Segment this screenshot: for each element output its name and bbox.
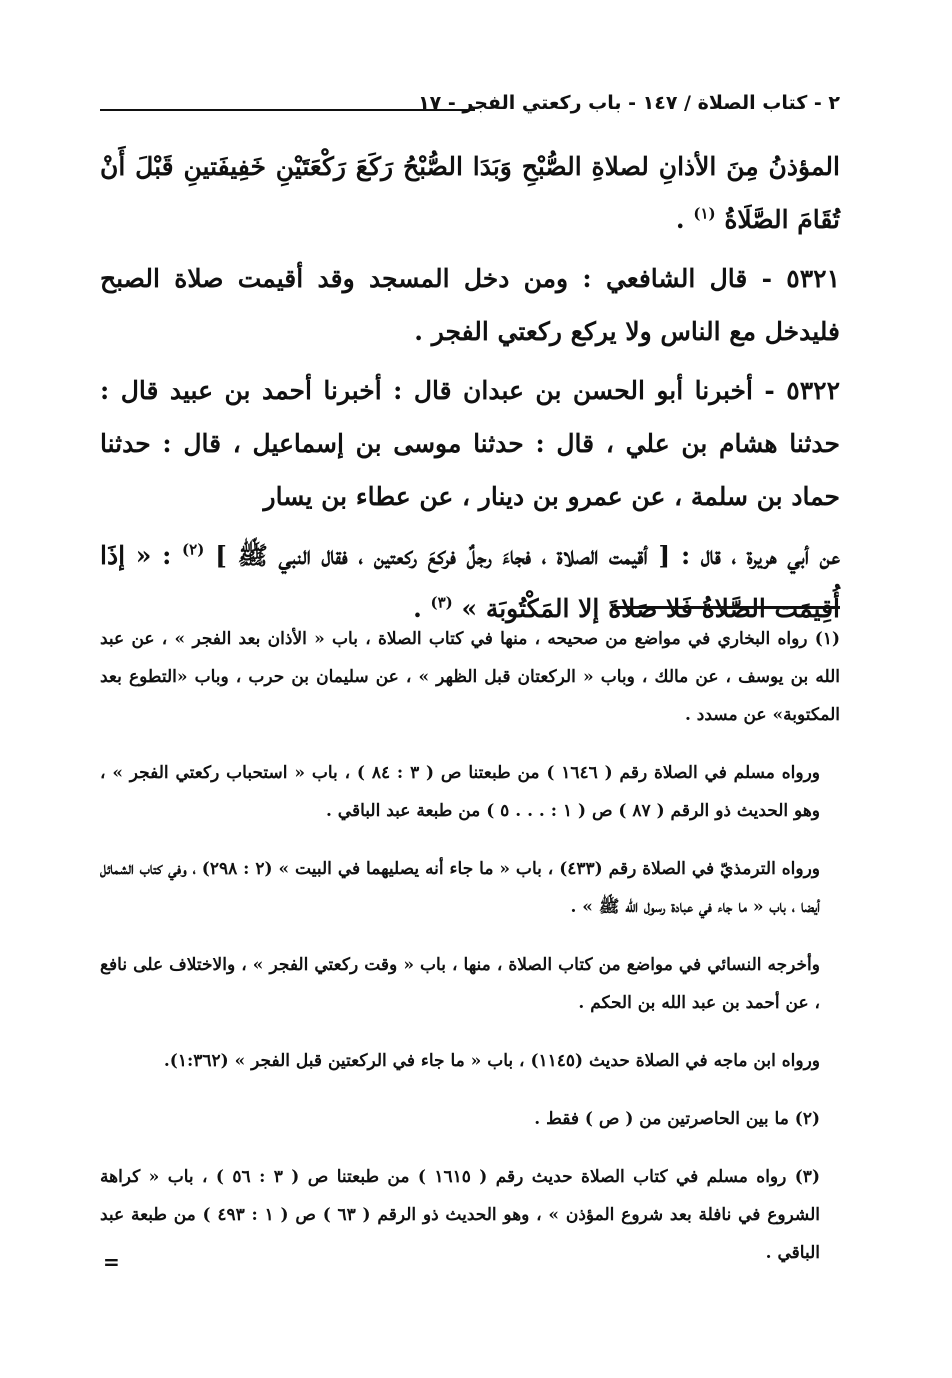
footnote-1-muslim: ورواه مسلم في الصلاة رقم ( ١٦٤٦ ) من طبعتنا ص ( ٣ : ٨٤ ) ، باب « استحباب ركعتي الفجر » ، وهو الحديث ذو الرقم ( ٨٧ ) ص ( ١ : . . . ٥ ) من طبعة عبد الباقي . (100, 763, 820, 821)
footnote-1-nasai: وأخرجه النسائي في مواضع من كتاب الصلاة ، منها ، باب « وقت ركعتي الفجر » ، والاختلاف على نافع ، عن أحمد بن عبد الله بن الحكم . (100, 955, 820, 1013)
footnote-ref: (٣) (430, 593, 453, 612)
paragraph-text: ٥٣٢١ - قال الشافعي : ومن دخل المسجد وقد أقيمت صلاة الصبح فليدخل مع الناس ولا يركع ركعتي الفجر . (100, 264, 840, 346)
footnote-divider (612, 606, 840, 609)
paragraph-hadith-text (100, 140, 840, 246)
running-header (100, 88, 840, 118)
paragraph-text: ٥٣٢٢ - أخبرنا أبو الحسن بن عبدان قال : أخبرنا أحمد بن عبيد قال : حدثنا هشام بن علي ، قال : حدثنا موسى بن إسماعيل ، قال : حدثنا حماد بن سلمة ، عن عمرو بن دينار ، عن عطاء بن يسار (100, 376, 840, 511)
footnote-ref: (٢) (182, 540, 205, 559)
paragraph-text: عن أبي هريرة ، قال : [ أقيمت الصلاة ، فجاءَ رجلٌ فركعَ ركعتين ، فقال النبي ﷺ ] (215, 541, 840, 570)
footnote-2: (٢) ما بين الحاصرتين من ( ص ) فقط . (534, 1109, 820, 1129)
footnotes (100, 620, 840, 1292)
footnote-1: (١) رواه البخاري في مواضع من صحيحه ، منها في كتاب الصلاة ، باب « الأذان بعد الفجر » ، عن عبد الله بن يوسف ، عن مالك ، وباب « الركعتان قبل الظهر » ، عن سليمان بن حرب ، وباب «التطوع بعد المكتوبة» عن مسدد . (100, 629, 841, 725)
footnote-ref: (١) (693, 204, 716, 223)
paragraph-text-continued: : « إذَا أُقِيمَت الصَّلاةُ فَلا صَلاةَ إلا المَكْتُوبَة » (100, 541, 840, 623)
paragraph-5321 (100, 252, 840, 358)
footnote-1-tirmidhi: ورواه الترمذيّ في الصلاة رقم (٤٣٣) ، باب « ما جاء أنه يصليهما في البيت » (٢ : ٢٩٨) ، وفي كتاب الشمائل أيضا ، باب « ما جاء في عبادة رسول الله ﷺ » . (100, 859, 820, 917)
paragraph-5322 (100, 364, 840, 523)
running-title: ٢ - كتاب الصلاة / ١٤٧ - باب ركعتي الفجر - ١٧ (418, 92, 840, 114)
paragraph-text: المؤذنُ مِنَ الأذانِ لصلاةِ الصُّبْحِ وَبَدَا الصُّبْحُ رَكَعَ رَكْعَتَيْنِ خَفِيفَتينِ قَبْلَ أَنْ تُقَامَ الصَّلَاةُ (100, 152, 840, 234)
footnote-3: (٣) رواه مسلم في كتاب الصلاة حديث رقم ( ١٦١٥ ) من طبعتنا ص ( ٣ : ٥٦ ) ، باب « كراهة الشروع في نافلة بعد شروع المؤذن » ، وهو الحديث ذو الرقم ( ٦٣ ) ص ( ١ : ٤٩٣ ) من طبعة عبد الباقي . (100, 1167, 820, 1263)
paragraph-tail: . (413, 594, 431, 623)
paragraph-tail: . (675, 205, 694, 234)
footnote-1-ibn-majah: ورواه ابن ماجه في الصلاة حديث (١١٤٥) ، باب « ما جاء في الركعتين قبل الفجر » (١:٣٦٢). (163, 1051, 820, 1071)
continuation-mark: = (103, 1250, 120, 1274)
main-text (100, 140, 840, 641)
